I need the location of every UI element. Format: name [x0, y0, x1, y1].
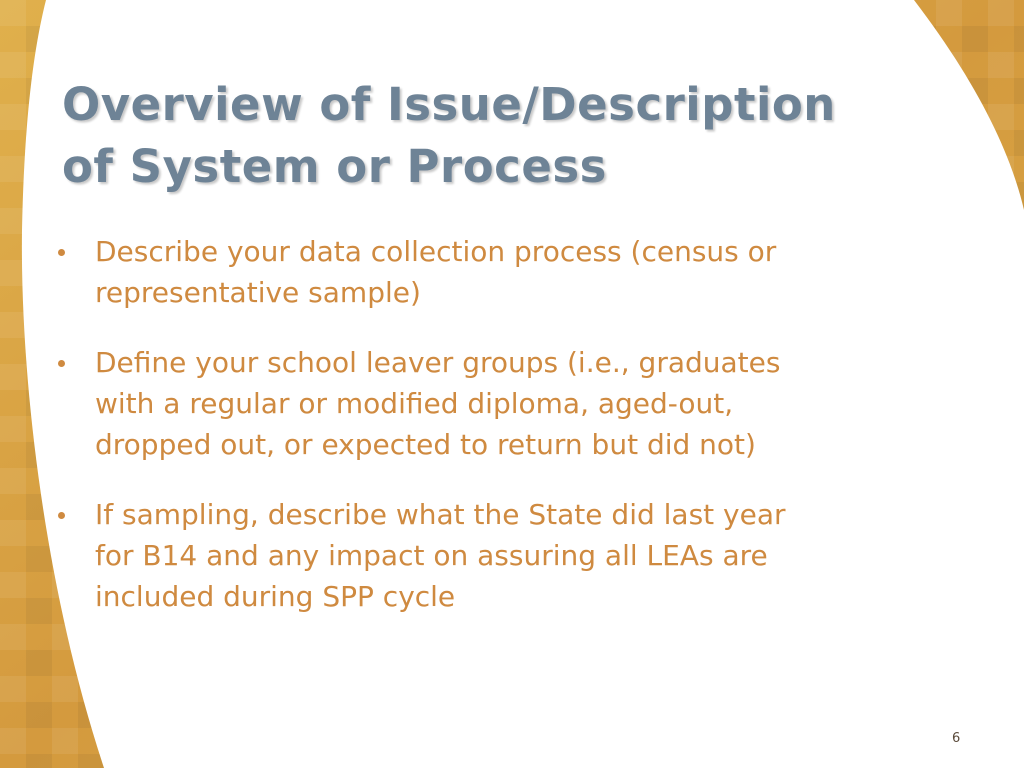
bullet-text-line: representative sample) [95, 276, 421, 309]
bullet-text-line: If sampling, describe what the State did last year [95, 498, 786, 531]
title-line: of System or Process [62, 140, 607, 193]
bullet-text-line: dropped out, or expected to return but did not) [95, 428, 756, 461]
bullet-dot-icon [58, 249, 65, 256]
title-line: Overview of Issue/Description [62, 78, 836, 131]
bullet-item-data-collection [58, 231, 958, 313]
bullet-text-line: Define your school leaver groups (i.e., graduates [95, 346, 781, 379]
bullet-text-line: Describe your data collection process (census or [95, 235, 777, 268]
bullet-item-leaver-groups [58, 342, 958, 465]
bullet-item-sampling [58, 494, 958, 617]
bullet-dot-icon [58, 360, 65, 367]
bullet-text-line: for B14 and any impact on assuring all LEAs are [95, 539, 768, 572]
slide-title [62, 74, 962, 198]
bullet-list [58, 231, 958, 646]
bullet-text-line: included during SPP cycle [95, 580, 456, 613]
bullet-dot-icon [58, 512, 65, 519]
page-number: 6 [952, 731, 961, 746]
bullet-text-line: with a regular or modified diploma, aged-out, [95, 387, 734, 420]
